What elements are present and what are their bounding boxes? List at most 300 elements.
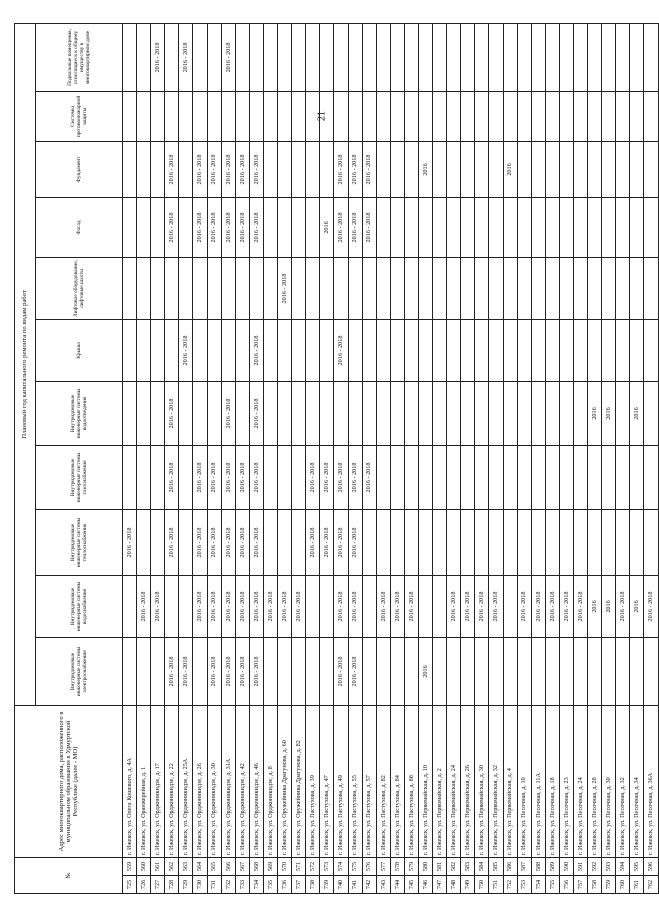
row-work-year: [545, 257, 559, 319]
row-address: г. Ижевск, ул. Пастухова, д. 88: [404, 705, 418, 857]
row-work-year: [137, 637, 151, 705]
row-work-year: [616, 445, 630, 509]
row-work-year: [320, 23, 334, 91]
row-work-year: [376, 637, 390, 705]
row-work-year: 2016 - 2018: [348, 509, 362, 575]
row-work-year: [137, 141, 151, 197]
row-work-year: [193, 91, 207, 141]
row-work-year: [263, 91, 277, 141]
row-address: г. Ижевск, ул. Пастухова, д. 84: [390, 705, 404, 857]
row-work-year: [348, 257, 362, 319]
row-work-year: 2016 - 2018: [574, 575, 588, 637]
row-index: 737: [292, 876, 306, 894]
row-work-year: [630, 141, 644, 197]
row-work-year: 2016 - 2018: [221, 197, 235, 257]
row-work-year: [559, 91, 573, 141]
row-work-year: 2016 - 2018: [545, 575, 559, 637]
row-index: 759: [602, 876, 616, 894]
row-work-year: 2016 - 2018: [207, 197, 221, 257]
row-work-year: [602, 319, 616, 381]
row-work-year: [517, 197, 531, 257]
row-work-year: [123, 197, 137, 257]
row-work-year: [292, 509, 306, 575]
row-work-year: [376, 257, 390, 319]
row-work-year: [433, 319, 447, 381]
row-address: г. Ижевск, ул. Орджоникидзе, д. 42: [235, 705, 249, 857]
row-work-year: 2016 - 2018: [334, 637, 348, 705]
row-work-year: [447, 319, 461, 381]
row-work-year: [362, 381, 376, 445]
row-work-year: [433, 445, 447, 509]
row-work-year: [404, 91, 418, 141]
row-work-year: [278, 197, 292, 257]
row-mo-index: 579: [404, 857, 418, 875]
row-index: 726: [137, 876, 151, 894]
row-work-year: [306, 637, 320, 705]
row-address: г. Ижевск, ул. Орджоникидзе, д. 25А: [179, 705, 193, 857]
row-work-year: 2016 - 2018: [348, 197, 362, 257]
row-work-year: [418, 257, 432, 319]
row-work-year: [447, 257, 461, 319]
row-work-year: [559, 319, 573, 381]
table-row: [517, 23, 531, 893]
row-work-year: [475, 141, 489, 197]
row-work-year: [376, 197, 390, 257]
row-index: 727: [151, 876, 165, 894]
row-address: г. Ижевск, ул. Первомайская, д. 24: [447, 705, 461, 857]
row-index: 760: [616, 876, 630, 894]
row-work-year: 2016 - 2018: [179, 637, 193, 705]
row-work-year: [165, 575, 179, 637]
row-work-year: 2016 - 2018: [376, 575, 390, 637]
row-work-year: 2016 - 2018: [249, 381, 263, 445]
row-work-year: [348, 381, 362, 445]
table-row: [151, 23, 165, 893]
row-work-year: [179, 445, 193, 509]
row-work-year: [320, 637, 334, 705]
row-work-year: [503, 445, 517, 509]
row-work-year: [207, 257, 221, 319]
row-work-year: [179, 575, 193, 637]
row-work-year: [320, 381, 334, 445]
table-row: [179, 23, 193, 893]
table-row: [404, 23, 418, 893]
row-work-year: [137, 319, 151, 381]
row-address: г. Ижевск, ул. Песочная, д. 23: [559, 705, 573, 857]
row-work-year: [404, 509, 418, 575]
row-index: 734: [249, 876, 263, 894]
row-work-year: [559, 509, 573, 575]
row-index: 761: [630, 876, 644, 894]
row-work-year: [630, 91, 644, 141]
row-mo-index: 572: [306, 857, 320, 875]
row-work-year: 2016 - 2018: [221, 575, 235, 637]
row-mo-index: 577: [376, 857, 390, 875]
row-address: г. Ижевск, ул. Первомайская, д. 32: [489, 705, 503, 857]
row-work-year: [362, 319, 376, 381]
row-work-year: 2016 - 2018: [461, 575, 475, 637]
row-work-year: [433, 23, 447, 91]
row-work-year: [123, 257, 137, 319]
header-work-type: Крыша: [36, 319, 123, 381]
table-row: [447, 23, 461, 893]
row-work-year: [193, 319, 207, 381]
row-mo-index: 575: [348, 857, 362, 875]
row-work-year: [433, 509, 447, 575]
row-work-year: [306, 319, 320, 381]
row-index: 742: [362, 876, 376, 894]
row-work-year: [644, 509, 658, 575]
header-work-type: Лифтовое оборудование, лифтовые шахты: [36, 257, 123, 319]
row-work-year: [306, 257, 320, 319]
row-work-year: [447, 197, 461, 257]
row-work-year: 2016: [630, 381, 644, 445]
row-work-year: [503, 509, 517, 575]
row-index: 746: [418, 876, 432, 894]
row-index: 762: [644, 876, 658, 894]
table-row: [602, 23, 616, 893]
row-work-year: 2016 - 2018: [278, 257, 292, 319]
row-work-year: 2016 - 2018: [362, 141, 376, 197]
table-row: [249, 23, 263, 893]
table-row: [531, 23, 545, 893]
row-work-year: [292, 319, 306, 381]
row-work-year: [179, 197, 193, 257]
row-work-year: 2016 - 2018: [249, 575, 263, 637]
row-address: г. Ижевск, ул. Орджоникидзе, д. 8: [263, 705, 277, 857]
row-work-year: [292, 91, 306, 141]
row-address: г. Ижевск, ул. Песочная, д. 11А: [531, 705, 545, 857]
table-row: [207, 23, 221, 893]
row-work-year: [489, 381, 503, 445]
row-work-year: [193, 637, 207, 705]
row-work-year: [348, 91, 362, 141]
row-work-year: 2016 - 2018: [165, 445, 179, 509]
row-work-year: [475, 637, 489, 705]
row-work-year: [517, 23, 531, 91]
row-work-year: [630, 445, 644, 509]
row-work-year: 2016 - 2018: [249, 141, 263, 197]
row-work-year: [644, 319, 658, 381]
row-work-year: 2016 - 2018: [447, 575, 461, 637]
row-work-year: [588, 257, 602, 319]
row-index: 730: [193, 876, 207, 894]
row-work-year: [193, 23, 207, 91]
row-work-year: [362, 257, 376, 319]
row-work-year: [630, 509, 644, 575]
row-work-year: [151, 445, 165, 509]
row-work-year: [235, 319, 249, 381]
table-row: [137, 23, 151, 893]
row-address: г. Ижевск, ул. Песочная, д. 36А: [644, 705, 658, 857]
row-work-year: [292, 257, 306, 319]
row-work-year: [376, 319, 390, 381]
row-work-year: [602, 91, 616, 141]
row-work-year: [489, 445, 503, 509]
row-work-year: [249, 23, 263, 91]
row-work-year: 2016 - 2018: [334, 197, 348, 257]
row-index: 747: [433, 876, 447, 894]
row-work-year: [292, 445, 306, 509]
row-index: 756: [559, 876, 573, 894]
row-work-year: 2016 - 2018: [489, 575, 503, 637]
row-index: 750: [475, 876, 489, 894]
row-work-year: [559, 141, 573, 197]
row-work-year: [207, 23, 221, 91]
row-mo-index: 588: [531, 857, 545, 875]
row-work-year: 2016: [630, 575, 644, 637]
row-work-year: [588, 197, 602, 257]
row-work-year: [461, 509, 475, 575]
row-work-year: [390, 91, 404, 141]
row-work-year: 2016 - 2018: [334, 445, 348, 509]
row-work-year: 2016 - 2018: [221, 381, 235, 445]
row-work-year: [461, 23, 475, 91]
row-work-year: [503, 637, 517, 705]
row-work-year: [630, 197, 644, 257]
row-work-year: 2016 - 2018: [334, 509, 348, 575]
row-address: г. Ижевск, ул. Первомайская, д. 30: [475, 705, 489, 857]
row-work-year: [165, 91, 179, 141]
row-work-year: [179, 257, 193, 319]
row-index: 752: [503, 876, 517, 894]
row-work-year: [574, 319, 588, 381]
table-row: [292, 23, 306, 893]
row-index: 736: [278, 876, 292, 894]
row-work-year: [616, 23, 630, 91]
row-work-year: [503, 381, 517, 445]
row-work-year: [235, 23, 249, 91]
row-work-year: [263, 141, 277, 197]
row-index: 735: [263, 876, 277, 894]
row-work-year: [418, 381, 432, 445]
row-work-year: 2016 - 2018: [193, 445, 207, 509]
row-work-year: [433, 141, 447, 197]
table-row: [644, 23, 658, 893]
table-row: [306, 23, 320, 893]
row-work-year: [278, 23, 292, 91]
row-work-year: [278, 141, 292, 197]
row-address: г. Ижевск, ул. Орджоникидзе, д. 26: [193, 705, 207, 857]
row-index: 740: [334, 876, 348, 894]
row-work-year: [475, 445, 489, 509]
row-work-year: [616, 91, 630, 141]
row-work-year: 2016 - 2018: [207, 637, 221, 705]
row-mo-index: 569: [263, 857, 277, 875]
row-work-year: [418, 197, 432, 257]
table-row: [320, 23, 334, 893]
table-row: [559, 23, 573, 893]
row-work-year: [362, 23, 376, 91]
row-work-year: 2016 - 2018: [249, 319, 263, 381]
row-mo-index: 560: [137, 857, 151, 875]
row-work-year: [503, 257, 517, 319]
row-work-year: 2016: [588, 381, 602, 445]
row-work-year: [376, 91, 390, 141]
row-work-year: [390, 445, 404, 509]
row-work-year: [390, 257, 404, 319]
row-work-year: 2016 - 2018: [390, 575, 404, 637]
row-work-year: 2016 - 2018: [221, 23, 235, 91]
row-mo-index: 570: [278, 857, 292, 875]
row-work-year: 2016 - 2018: [207, 141, 221, 197]
row-index: 729: [179, 876, 193, 894]
row-address: г. Ижевск, ул. Песочная, д. 18: [545, 705, 559, 857]
row-work-year: [390, 319, 404, 381]
row-work-year: [278, 319, 292, 381]
row-work-year: [503, 91, 517, 141]
row-work-year: [418, 575, 432, 637]
row-work-year: [588, 637, 602, 705]
page-number: 21: [316, 111, 328, 121]
row-work-year: [123, 91, 137, 141]
row-work-year: [602, 141, 616, 197]
row-work-year: [207, 381, 221, 445]
row-work-year: [235, 381, 249, 445]
row-work-year: [306, 575, 320, 637]
row-work-year: [447, 23, 461, 91]
table-row: [461, 23, 475, 893]
table-row: [263, 23, 277, 893]
row-work-year: 2016 - 2018: [334, 141, 348, 197]
row-mo-index: 574: [334, 857, 348, 875]
row-mo-index: 564: [193, 857, 207, 875]
row-work-year: [278, 381, 292, 445]
row-work-year: 2016 - 2018: [249, 197, 263, 257]
row-work-year: [320, 575, 334, 637]
row-address: г. Ижевск, ул. Первомайская, д. 10: [418, 705, 432, 857]
row-address: г. Ижевск, ул. Олега Кошевого, д. 4А: [123, 705, 137, 857]
row-work-year: 2016 - 2018: [348, 637, 362, 705]
row-work-year: [263, 319, 277, 381]
table-row: [545, 23, 559, 893]
table-row: [165, 23, 179, 893]
row-mo-index: 571: [292, 857, 306, 875]
row-address: г. Ижевск, ул. Пастухова, д. 57: [362, 705, 376, 857]
row-work-year: 2016 - 2018: [249, 637, 263, 705]
table-row: [193, 23, 207, 893]
table-row: [588, 23, 602, 893]
row-work-year: 2016 - 2018: [207, 575, 221, 637]
row-work-year: 2016 - 2018: [193, 575, 207, 637]
row-work-year: [574, 23, 588, 91]
row-address: г. Ижевск, ул. Пастухова, д. 47: [320, 705, 334, 857]
row-work-year: [404, 637, 418, 705]
row-index: 748: [447, 876, 461, 894]
row-work-year: [263, 637, 277, 705]
row-work-year: 2016 - 2018: [165, 381, 179, 445]
row-work-year: [489, 91, 503, 141]
header-work-type: Внутридомовые инженерные системы электроснабжения: [36, 637, 123, 705]
row-work-year: [418, 91, 432, 141]
row-work-year: [588, 23, 602, 91]
row-address: г. Ижевск, ул. Оранжерейная, д. 1: [137, 705, 151, 857]
row-work-year: [362, 637, 376, 705]
row-mo-index: 561: [151, 857, 165, 875]
row-work-year: [433, 575, 447, 637]
row-work-year: [588, 91, 602, 141]
row-work-year: 2016 - 2018: [334, 319, 348, 381]
table-row: [376, 23, 390, 893]
row-work-year: [531, 91, 545, 141]
row-work-year: [221, 257, 235, 319]
row-work-year: [151, 637, 165, 705]
row-mo-index: 566: [221, 857, 235, 875]
row-work-year: [418, 23, 432, 91]
row-work-year: [531, 509, 545, 575]
row-work-year: 2016 - 2018: [334, 575, 348, 637]
row-address: г. Ижевск, ул. Песочная, д. 32: [616, 705, 630, 857]
header-work-type: Фасад: [36, 197, 123, 257]
row-mo-index: 591: [574, 857, 588, 875]
row-work-year: [137, 509, 151, 575]
row-work-year: 2016 - 2018: [348, 445, 362, 509]
table-row: [278, 23, 292, 893]
row-index: 753: [517, 876, 531, 894]
row-work-year: [517, 445, 531, 509]
row-work-year: [602, 509, 616, 575]
row-work-year: 2016 - 2018: [235, 445, 249, 509]
row-address: г. Ижевск, ул. Песочная, д. 28: [588, 705, 602, 857]
row-work-year: 2016 - 2018: [320, 509, 334, 575]
row-work-year: [475, 197, 489, 257]
row-work-year: [489, 509, 503, 575]
row-mo-index: 594: [616, 857, 630, 875]
row-work-year: [193, 257, 207, 319]
row-work-year: 2016 - 2018: [531, 575, 545, 637]
row-work-year: [588, 445, 602, 509]
row-work-year: [123, 23, 137, 91]
row-work-year: [644, 23, 658, 91]
row-work-year: [644, 445, 658, 509]
row-work-year: 2016 - 2018: [165, 637, 179, 705]
row-mo-index: 590: [559, 857, 573, 875]
row-work-year: [235, 257, 249, 319]
row-work-year: [588, 141, 602, 197]
row-address: г. Ижевск, ул. Песочная, д. 10: [517, 705, 531, 857]
row-index: 732: [221, 876, 235, 894]
row-work-year: [433, 257, 447, 319]
table-row: [574, 23, 588, 893]
row-mo-index: 589: [545, 857, 559, 875]
row-address: г. Ижевск, ул. Орджоникидзе, д. 22: [165, 705, 179, 857]
row-work-year: [207, 91, 221, 141]
row-mo-index: 596: [644, 857, 658, 875]
row-work-year: 2016 - 2018: [165, 509, 179, 575]
row-work-year: [433, 197, 447, 257]
capital-repair-table: [14, 23, 659, 894]
row-work-year: [137, 257, 151, 319]
header-number: №: [15, 857, 123, 893]
row-work-year: 2016: [418, 637, 432, 705]
row-work-year: [433, 381, 447, 445]
row-work-year: [644, 257, 658, 319]
row-work-year: [404, 445, 418, 509]
row-work-year: 2016 - 2018: [362, 445, 376, 509]
row-work-year: [123, 319, 137, 381]
row-work-year: [404, 23, 418, 91]
row-work-year: 2016 - 2018: [475, 575, 489, 637]
row-address: г. Ижевск, ул. Орджоникидзе, д. 17: [151, 705, 165, 857]
row-work-year: [489, 23, 503, 91]
row-work-year: [545, 381, 559, 445]
row-work-year: [602, 445, 616, 509]
row-work-year: [263, 509, 277, 575]
row-work-year: [489, 637, 503, 705]
row-work-year: 2016 - 2018: [235, 141, 249, 197]
row-work-year: 2016: [503, 141, 517, 197]
table-row: [489, 23, 503, 893]
